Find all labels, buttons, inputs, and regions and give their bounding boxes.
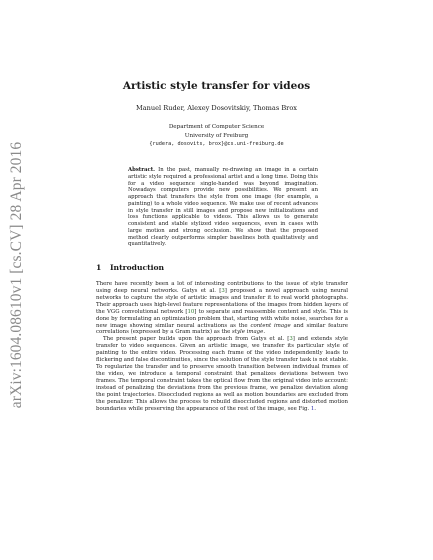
citation-link[interactable]: 3 bbox=[221, 287, 225, 294]
introduction-body bbox=[96, 281, 348, 413]
author-list: Manuel Ruder, Alexey Dosovitskiy, Thomas Brox bbox=[135, 104, 298, 112]
figure-reference-link[interactable]: 1 bbox=[310, 405, 315, 412]
emphasis-text: content image bbox=[250, 322, 291, 329]
citation-link[interactable]: 10 bbox=[187, 308, 195, 315]
section-title: Introduction bbox=[110, 263, 165, 272]
intro-paragraph-1 bbox=[96, 281, 348, 336]
paper-title: Artistic style transfer for videos bbox=[122, 80, 311, 92]
section-number: 1 bbox=[96, 263, 102, 272]
paragraph-text: . bbox=[263, 329, 266, 336]
abstract-block bbox=[128, 167, 318, 248]
affiliation-department: Department of Computer Science bbox=[168, 124, 265, 130]
paragraph-text: ] proposed a novel approach using neural networks to capture the style of artistic images and transfer it to real world photographs. Their approach uses high-level feature representations of the images from hidden layers of the VGG convolutional network [ bbox=[96, 287, 348, 315]
arxiv-identifier-text: arXiv:1604.08610v1 [cs.CV] 28 Apr 2016 bbox=[8, 141, 26, 409]
affiliation-university: University of Freiburg bbox=[184, 132, 249, 139]
paragraph-text: There have recently been a lot of interesting contributions to the issue of style transfer using deep neural networks. Gatys et al. [ bbox=[96, 281, 348, 294]
paragraph-text: and similar feature correlations (expressed by a Gram matrix) as the bbox=[96, 322, 348, 336]
intro-paragraph-2 bbox=[96, 336, 348, 412]
paragraph-text: . bbox=[314, 405, 316, 412]
section-heading bbox=[96, 263, 164, 272]
arxiv-identifier-stamp bbox=[4, 130, 30, 420]
emphasis-text: style image bbox=[232, 329, 264, 336]
paragraph-text: ] to separate and reassemble content and style. This is done by formulating an optimization problem that, starting with white noise, searches for a new image showing similar neural activations as the bbox=[96, 308, 348, 329]
paragraph-text: The present paper builds upon the approach from Gatys et al. [ bbox=[103, 336, 290, 343]
citation-link[interactable]: 3 bbox=[289, 336, 293, 343]
abstract-label: Abstract. bbox=[128, 167, 155, 173]
paragraph-text: ] and extends style transfer to video sequences. Given an artistic image, we transfer its particular style of painting to the entire video. Processing each frame of the video independently leads to flickering and false discontinuities, since the solution of the style transfer task is not stable. To regularize the transfer and to preserve smooth transition between individual frames of the video, we introduce a temporal constraint that penalizes deviations between two frames. The temporal constraint takes the optical flow from the original video into account: instead of penalizing the deviations from the previous frame, we penalize deviation along the point trajectories. Disoccluded regions as well as motion boundaries are excluded from the penalizer. This allows the process to rebuild disoccluded regions and distorted motion boundaries while preserving the appearance of the rest of the image, see Fig. bbox=[96, 336, 348, 412]
abstract-text: In the past, manually re-drawing an image in a certain artistic style required a professional artist and a long time. Doing this for a video sequence single-handed was beyond imagination. Nowadays computers provide new possibilities. We present an approach that transfers the style from one image (for example, a painting) to a whole video sequence. We make use of recent advances in style transfer in still images and propose new initializations and loss functions applicable to videos. This allows us to generate consistent and stable stylized video sequences, even in cases with large motion and strong occlusion. We show that the proposed method clearly outperforms simpler baselines both qualitatively and quantitatively. bbox=[128, 167, 318, 248]
affiliation-emails: {rudera, dosovits, brox}@cs.uni-freiburg.de bbox=[149, 141, 284, 148]
affiliation-block bbox=[0, 123, 433, 149]
